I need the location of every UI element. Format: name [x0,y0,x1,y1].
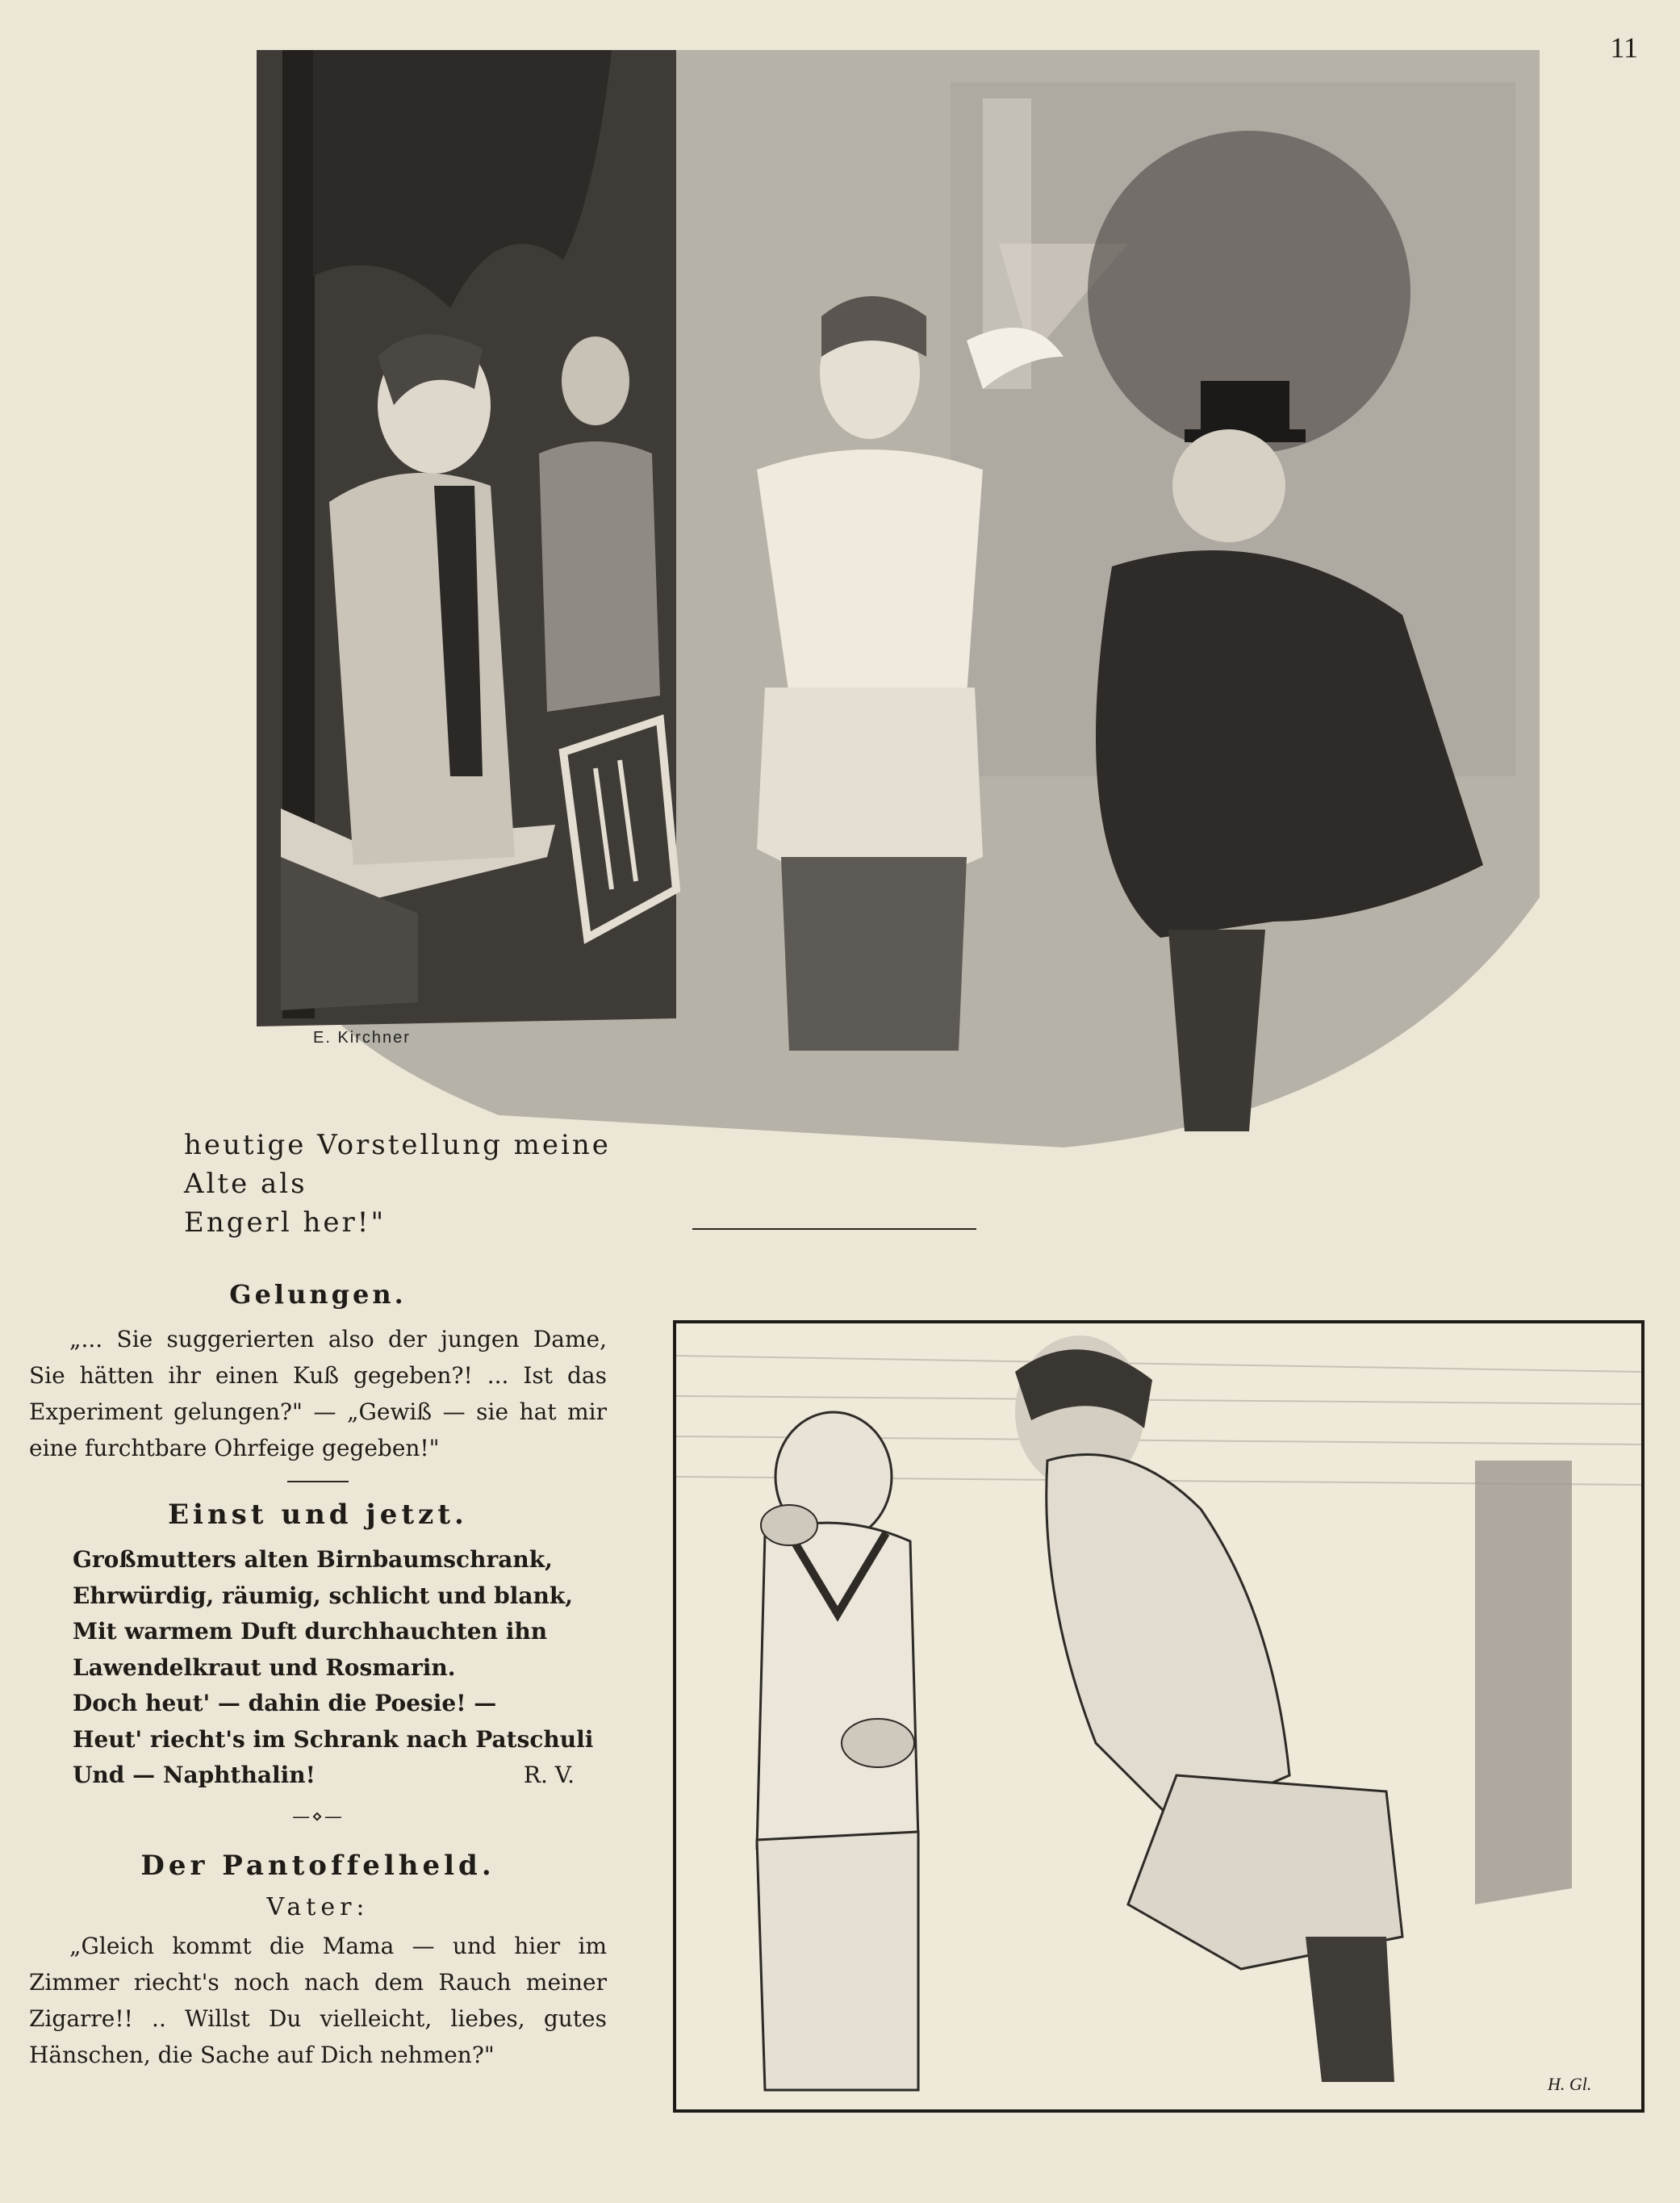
top-cartoon-illustration [257,50,1540,1164]
poem-last-line [73,1758,575,1794]
bottom-cartoon-illustration [673,1320,1644,2113]
einst-und-jetzt-title: Einst und jetzt. [168,1499,468,1531]
poem-line: Mit warmem Duft durchhauchten ihn [73,1618,548,1645]
top-artist-signature: E. Kirchner [313,1029,411,1047]
poem-line: Großmutters alten Birnbaumschrank, [73,1546,553,1573]
caption-line: Engerl her!" [184,1206,387,1239]
poem-line: Heut' riecht's im Schrank nach Patschuli [73,1725,594,1753]
pantoffelheld-title: Der Pantoffelheld. [140,1849,495,1882]
bottom-artist-signature: H. Gl. [1548,2074,1592,2094]
gelungen-text: „... Sie suggerierten also der jungen Dame, Sie hätten ihr einen Kuß gegeben?! ... Ist das Experiment gelungen?" — „Gewiß — sie hat mir eine furchtbare Ohrfeige gegeben!" [29,1326,607,1461]
pantoffelheld-text: „Gleich kommt die Mama — und hier im Zimmer riecht's noch nach dem Rauch meiner Zigarre!! .. Willst Du vielleicht, liebes, gutes Hänschen, die Sache auf Dich nehmen?" [29,1932,607,2068]
section-divider [692,1228,976,1230]
top-cartoon-caption [184,1126,684,1242]
poem-line: Doch heut' — dahin die Poesie! — [73,1690,497,1716]
caption-line: heutige Vorstellung meine Alte als [184,1129,611,1200]
pantoffelheld-speaker: Vater: [266,1892,370,1921]
gelungen-title: Gelungen. [229,1279,407,1310]
page-number: 11 [1610,31,1638,64]
poem-author: R. V. [523,1762,575,1788]
poem-line: Und — Naphthalin! [73,1762,316,1788]
einst-und-jetzt-poem [29,1542,607,1794]
poem-line: Lawendelkraut und Rosmarin. [73,1653,456,1681]
poem-line: Ehrwürdig, räumig, schlicht und blank, [73,1582,573,1609]
ornament-divider: —⋄— [292,1806,344,1827]
left-text-column [29,1279,607,2073]
section-divider [287,1481,349,1482]
